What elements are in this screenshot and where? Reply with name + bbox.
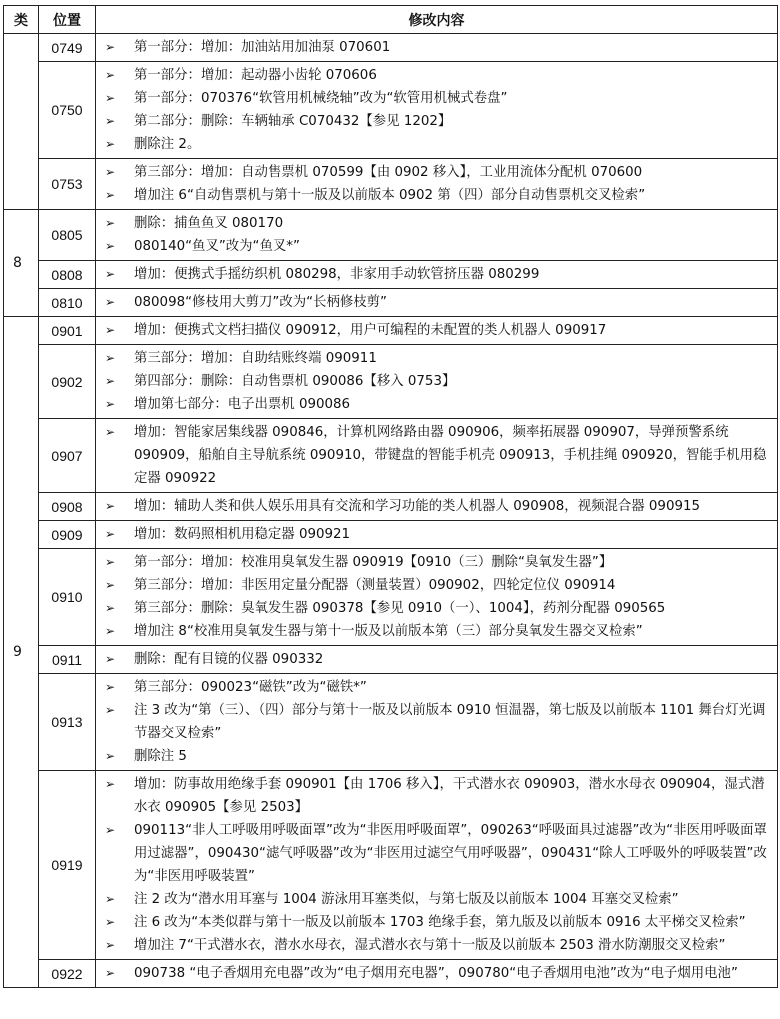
table-row [4,674,778,771]
table-body [4,34,778,988]
list-item [96,495,771,518]
table-row [4,261,778,289]
position-cell: 0922 [39,960,96,988]
arrow-bullet-icon: ➢ [105,749,116,763]
table-row [4,493,778,521]
item-text: 删除：配有目镜的仪器 090332 [134,652,324,667]
item-text: 第一部分：增加：校准用臭氧发生器 090919【0910（三）删除“臭氧发生器”】 [134,555,613,570]
arrow-bullet-icon: ➢ [105,323,116,337]
list-item [96,819,771,888]
position-cell: 0805 [39,210,96,261]
arrow-bullet-icon: ➢ [105,351,116,365]
content-cell [96,521,778,549]
list-item [96,319,771,342]
table-row [4,34,778,62]
content-cell [96,34,778,62]
item-text: 第三部分：增加：非医用定量分配器（测量装置）090902，四轮定位仪 090914 [134,578,616,593]
position-cell: 0908 [39,493,96,521]
item-text: 增加注 6“自动售票机与第十一版及以前版本 0902 第（四）部分自动售票机交叉检索” [134,188,646,203]
list-item [96,347,771,370]
item-text: 增加：智能家居集线器 090846，计算机网络路由器 090906，频率拓展器 090907，导弹预警系统 090909，船舶自主导航系统 090910，带键盘的智能手机壳 090913，手机挂绳 090920，智能手机用稳定器 090922 [134,425,767,486]
list-item [96,184,771,207]
table-row [4,521,778,549]
item-text: 第一部分：070376“软管用机械绕轴”改为“软管用机械式卷盘” [134,91,508,106]
arrow-bullet-icon: ➢ [105,892,116,906]
item-text: 增加：便携式手摇纺织机 080298，非家用手动软管挤压器 080299 [134,267,540,282]
list-item [96,574,771,597]
content-cell [96,674,778,771]
list-item [96,370,771,393]
arrow-bullet-icon: ➢ [105,703,116,717]
arrow-bullet-icon: ➢ [105,938,116,952]
item-text: 090738 “电子香烟用充电器”改为“电子烟用充电器”，090780“电子香烟用电池”改为“电子烟用电池” [134,966,738,981]
table-row [4,960,778,988]
item-text: 增加：防事故用绝缘手套 090901【由 1706 移入】，干式潜水衣 090903，潜水水母衣 090904，湿式潜水衣 090905【参见 2503】 [134,777,765,815]
arrow-bullet-icon: ➢ [105,91,116,105]
arrow-bullet-icon: ➢ [105,114,116,128]
list-item [96,212,771,235]
item-text: 删除：捕鱼鱼叉 080170 [134,216,284,231]
arrow-bullet-icon: ➢ [105,68,116,82]
table-row [4,317,778,345]
content-cell [96,289,778,317]
list-item [96,64,771,87]
list-item [96,551,771,574]
arrow-bullet-icon: ➢ [105,425,116,439]
content-cell [96,345,778,419]
list-item [96,911,771,934]
header-row [4,6,778,34]
item-text: 第一部分：增加：加油站用加油泵 070601 [134,40,391,55]
arrow-bullet-icon: ➢ [105,680,116,694]
header-class: 类 [4,6,39,34]
content-cell [96,159,778,210]
item-text: 注 6 改为“本类似群与第十一版及以前版本 1703 绝缘手套，第九版及以前版本 0916 太平梯交叉检索” [134,915,746,930]
item-text: 增加注 7“干式潜水衣，潜水水母衣，湿式潜水衣与第十一版及以前版本 2503 滑水防潮服交叉检索” [134,938,726,953]
content-cell [96,419,778,493]
arrow-bullet-icon: ➢ [105,527,116,541]
list-item [96,110,771,133]
item-text: 第四部分：删除：自动售票机 090086【移入 0753】 [134,374,456,389]
arrow-bullet-icon: ➢ [105,188,116,202]
item-text: 注 2 改为“潜水用耳塞与 1004 游泳用耳塞类似，与第七版及以前版本 1004 耳塞交叉检索” [134,892,679,907]
list-item [96,393,771,416]
table-row [4,289,778,317]
arrow-bullet-icon: ➢ [105,777,116,791]
position-cell: 0753 [39,159,96,210]
position-cell: 0749 [39,34,96,62]
arrow-bullet-icon: ➢ [105,624,116,638]
position-cell: 0810 [39,289,96,317]
list-item [96,597,771,620]
list-item [96,87,771,110]
content-cell [96,261,778,289]
arrow-bullet-icon: ➢ [105,578,116,592]
arrow-bullet-icon: ➢ [105,216,116,230]
position-cell: 0911 [39,646,96,674]
position-cell: 0808 [39,261,96,289]
item-text: 090113“非人工呼吸用呼吸面罩”改为“非医用呼吸面罩”，090263“呼吸面具过滤器”改为“非医用呼吸面罩用过滤器”，090430“滤气呼吸器”改为“非医用过滤空气用呼吸器”，090431“除人工呼吸外的呼吸装置”改为“非医用呼吸装置” [134,823,767,884]
list-item [96,699,771,745]
item-text: 删除注 5 [134,749,187,764]
item-text: 第一部分：增加：起动器小齿轮 070606 [134,68,377,83]
amendment-table [3,5,778,988]
arrow-bullet-icon: ➢ [105,137,116,151]
table-row [4,210,778,261]
arrow-bullet-icon: ➢ [105,601,116,615]
arrow-bullet-icon: ➢ [105,555,116,569]
item-text: 增加：辅助人类和供人娱乐用具有交流和学习功能的类人机器人 090908，视频混合器 090915 [134,499,701,514]
item-text: 增加：数码照相机用稳定器 090921 [134,527,351,542]
header-position: 位置 [39,6,96,34]
table-row [4,419,778,493]
list-item [96,235,771,258]
table-row [4,549,778,646]
class-cell: 9 [4,317,39,988]
list-item [96,523,771,546]
content-cell [96,771,778,960]
position-cell: 0902 [39,345,96,419]
item-text: 第三部分：增加：自助结账终端 090911 [134,351,377,366]
arrow-bullet-icon: ➢ [105,165,116,179]
list-item [96,676,771,699]
header-content: 修改内容 [96,6,778,34]
list-item [96,888,771,911]
content-cell [96,960,778,988]
position-cell: 0919 [39,771,96,960]
table-row [4,62,778,159]
arrow-bullet-icon: ➢ [105,40,116,54]
list-item [96,291,771,314]
list-item [96,620,771,643]
item-text: 第二部分：删除：车辆轴承 C070432【参见 1202】 [134,114,452,129]
item-text: 080098“修枝用大剪刀”改为“长柄修枝剪” [134,295,387,310]
position-cell: 0907 [39,419,96,493]
list-item [96,263,771,286]
arrow-bullet-icon: ➢ [105,915,116,929]
table-row [4,646,778,674]
position-cell: 0913 [39,674,96,771]
item-text: 注 3 改为“第（三）、（四）部分与第十一版及以前版本 0910 恒温器，第七版及以前版本 1101 舞台灯光调节器交叉检索” [134,703,766,741]
arrow-bullet-icon: ➢ [105,295,116,309]
list-item [96,36,771,59]
arrow-bullet-icon: ➢ [105,374,116,388]
class-cell: 8 [4,210,39,317]
table-row [4,345,778,419]
position-cell: 0910 [39,549,96,646]
arrow-bullet-icon: ➢ [105,267,116,281]
item-text: 增加第七部分：电子出票机 090086 [134,397,351,412]
content-cell [96,210,778,261]
item-text: 增加：便携式文档扫描仪 090912，用户可编程的未配置的类人机器人 090917 [134,323,607,338]
position-cell: 0909 [39,521,96,549]
list-item [96,133,771,156]
content-cell [96,317,778,345]
list-item [96,773,771,819]
position-cell: 0750 [39,62,96,159]
content-cell [96,493,778,521]
content-cell [96,549,778,646]
arrow-bullet-icon: ➢ [105,966,116,980]
list-item [96,421,771,490]
list-item [96,161,771,184]
content-cell [96,646,778,674]
list-item [96,934,771,957]
arrow-bullet-icon: ➢ [105,652,116,666]
class-cell [4,34,39,210]
item-text: 增加注 8“校准用臭氧发生器与第十一版及以前版本第（三）部分臭氧发生器交叉检索” [134,624,643,639]
table-row [4,159,778,210]
table-row [4,771,778,960]
content-cell [96,62,778,159]
arrow-bullet-icon: ➢ [105,239,116,253]
arrow-bullet-icon: ➢ [105,499,116,513]
arrow-bullet-icon: ➢ [105,397,116,411]
list-item [96,745,771,768]
list-item [96,648,771,671]
item-text: 第三部分：090023“磁铁”改为“磁铁*” [134,680,367,695]
item-text: 删除注 2。 [134,137,201,152]
list-item [96,962,771,985]
item-text: 第三部分：增加：自动售票机 070599【由 0902 移入】，工业用流体分配机 070600 [134,165,643,180]
item-text: 080140“鱼叉”改为“鱼叉*” [134,239,300,254]
arrow-bullet-icon: ➢ [105,823,116,837]
position-cell: 0901 [39,317,96,345]
item-text: 第三部分：删除：臭氧发生器 090378【参见 0910（一）、1004】，药剂分配器 090565 [134,601,666,616]
